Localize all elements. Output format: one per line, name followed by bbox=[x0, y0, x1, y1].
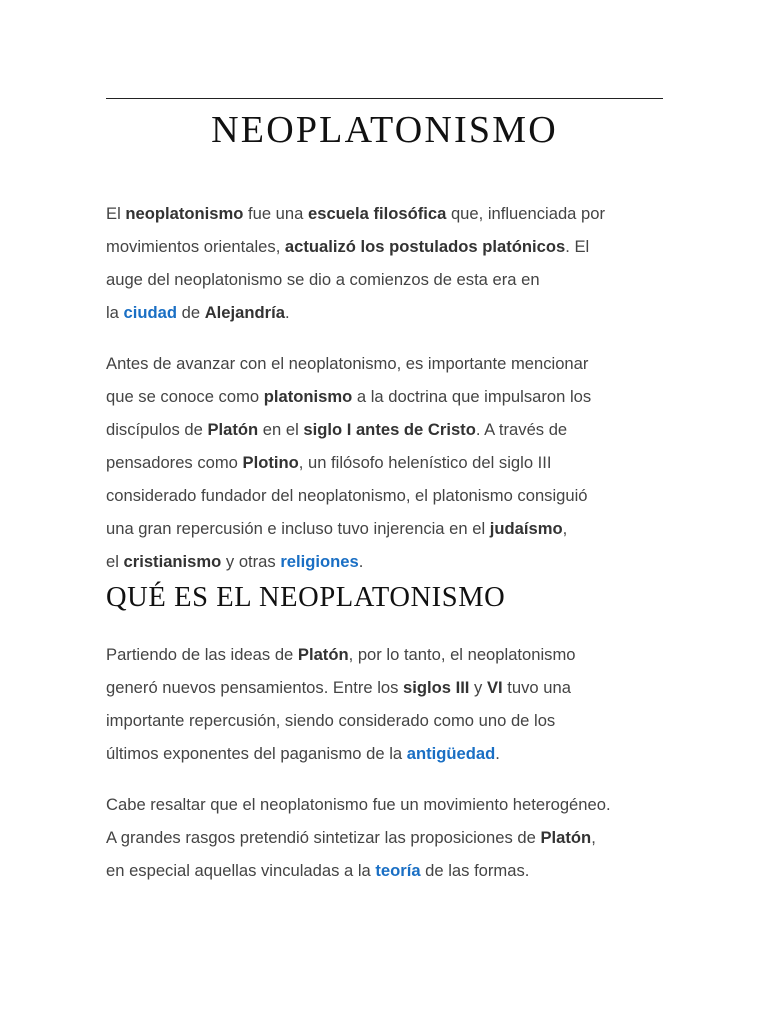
text-run: últimos exponentes del paganismo de la bbox=[106, 744, 407, 763]
page-title: NEOPLATONISMO bbox=[211, 109, 558, 151]
paragraph-line bbox=[106, 821, 668, 854]
link-antigüedad[interactable]: antigüedad bbox=[406, 744, 496, 763]
bold-term: Plotino bbox=[242, 453, 299, 472]
bold-term: siglos III bbox=[403, 678, 470, 697]
text-run: discípulos de bbox=[106, 420, 208, 439]
text-run: que se conoce como bbox=[106, 387, 264, 406]
text-run: en especial aquellas vinculadas a la bbox=[106, 861, 376, 880]
paragraph-line bbox=[106, 413, 668, 446]
text-run: . bbox=[284, 303, 290, 322]
bold-term: judaísmo bbox=[489, 519, 563, 538]
paragraph-line bbox=[106, 788, 668, 821]
paragraph-line bbox=[106, 347, 668, 380]
text-run: de bbox=[177, 303, 205, 322]
link-ciudad[interactable]: ciudad bbox=[123, 303, 178, 322]
paragraph-line bbox=[106, 230, 668, 263]
link-religiones[interactable]: religiones bbox=[280, 552, 359, 571]
paragraph-line bbox=[106, 380, 668, 413]
text-run: El bbox=[106, 204, 126, 223]
paragraph-line bbox=[106, 197, 668, 230]
text-run: Cabe resaltar que el neoplatonismo fue un movimiento heterogéneo. bbox=[106, 795, 611, 814]
text-run: , por lo tanto, el neoplatonismo bbox=[348, 645, 576, 664]
paragraph-line bbox=[106, 512, 668, 545]
paragraph-line bbox=[106, 737, 668, 770]
text-run: , bbox=[591, 828, 596, 847]
text-run: de las formas. bbox=[420, 861, 530, 880]
text-run: a la doctrina que impulsaron los bbox=[352, 387, 592, 406]
text-run: , un filósofo helenístico del siglo III bbox=[298, 453, 552, 472]
bold-term: neoplatonismo bbox=[125, 204, 244, 223]
bold-term: escuela filosófica bbox=[307, 204, 447, 223]
paragraph bbox=[106, 197, 668, 329]
bold-term: platonismo bbox=[263, 387, 353, 406]
paragraph-line bbox=[106, 671, 668, 704]
text-run: y bbox=[469, 678, 487, 697]
text-run: la bbox=[106, 303, 124, 322]
text-run: fue una bbox=[243, 204, 308, 223]
text-run: . bbox=[358, 552, 364, 571]
paragraph-line bbox=[106, 446, 668, 479]
text-run: . A través de bbox=[475, 420, 568, 439]
text-run: auge del neoplatonismo se dio a comienzos de esta era en bbox=[106, 270, 540, 289]
paragraph-line bbox=[106, 704, 668, 737]
text-run: Antes de avanzar con el neoplatonismo, es importante mencionar bbox=[106, 354, 589, 373]
bold-term: actualizó los postulados platónicos bbox=[284, 237, 566, 256]
text-run: el bbox=[106, 552, 124, 571]
text-run: importante repercusión, siendo considerado como uno de los bbox=[106, 711, 556, 730]
text-run: tuvo una bbox=[502, 678, 571, 697]
text-run: considerado fundador del neoplatonismo, el platonismo consiguió bbox=[106, 486, 588, 505]
text-run: y otras bbox=[221, 552, 281, 571]
text-run: pensadores como bbox=[106, 453, 243, 472]
text-run: A grandes rasgos pretendió sintetizar las proposiciones de bbox=[106, 828, 541, 847]
paragraph bbox=[106, 347, 668, 578]
text-run: . bbox=[495, 744, 500, 763]
paragraph-line bbox=[106, 638, 668, 671]
paragraph-line bbox=[106, 545, 668, 578]
bold-term: VI bbox=[486, 678, 503, 697]
text-run: . El bbox=[565, 237, 590, 256]
text-run: en el bbox=[258, 420, 304, 439]
bold-term: siglo I antes de Cristo bbox=[303, 420, 476, 439]
paragraph-line bbox=[106, 296, 668, 329]
paragraph-line bbox=[106, 263, 668, 296]
paragraph-line bbox=[106, 854, 668, 887]
text-run: Partiendo de las ideas de bbox=[106, 645, 298, 664]
top-divider bbox=[106, 98, 663, 99]
bold-term: Platón bbox=[297, 645, 349, 664]
bold-term: cristianismo bbox=[123, 552, 222, 571]
paragraph bbox=[106, 788, 668, 887]
text-run: una gran repercusión e incluso tuvo injerencia en el bbox=[106, 519, 490, 538]
bold-term: Platón bbox=[207, 420, 259, 439]
section-heading: QUÉ ES EL NEOPLATONISMO bbox=[106, 582, 506, 613]
link-teoría[interactable]: teoría bbox=[375, 861, 421, 880]
text-run: movimientos orientales, bbox=[106, 237, 285, 256]
paragraph-line bbox=[106, 479, 668, 512]
text-run: que, influenciada por bbox=[446, 204, 606, 223]
paragraph bbox=[106, 638, 668, 770]
bold-term: Platón bbox=[540, 828, 592, 847]
bold-term: Alejandría bbox=[204, 303, 285, 322]
text-run: generó nuevos pensamientos. Entre los bbox=[106, 678, 404, 697]
text-run: , bbox=[562, 519, 568, 538]
